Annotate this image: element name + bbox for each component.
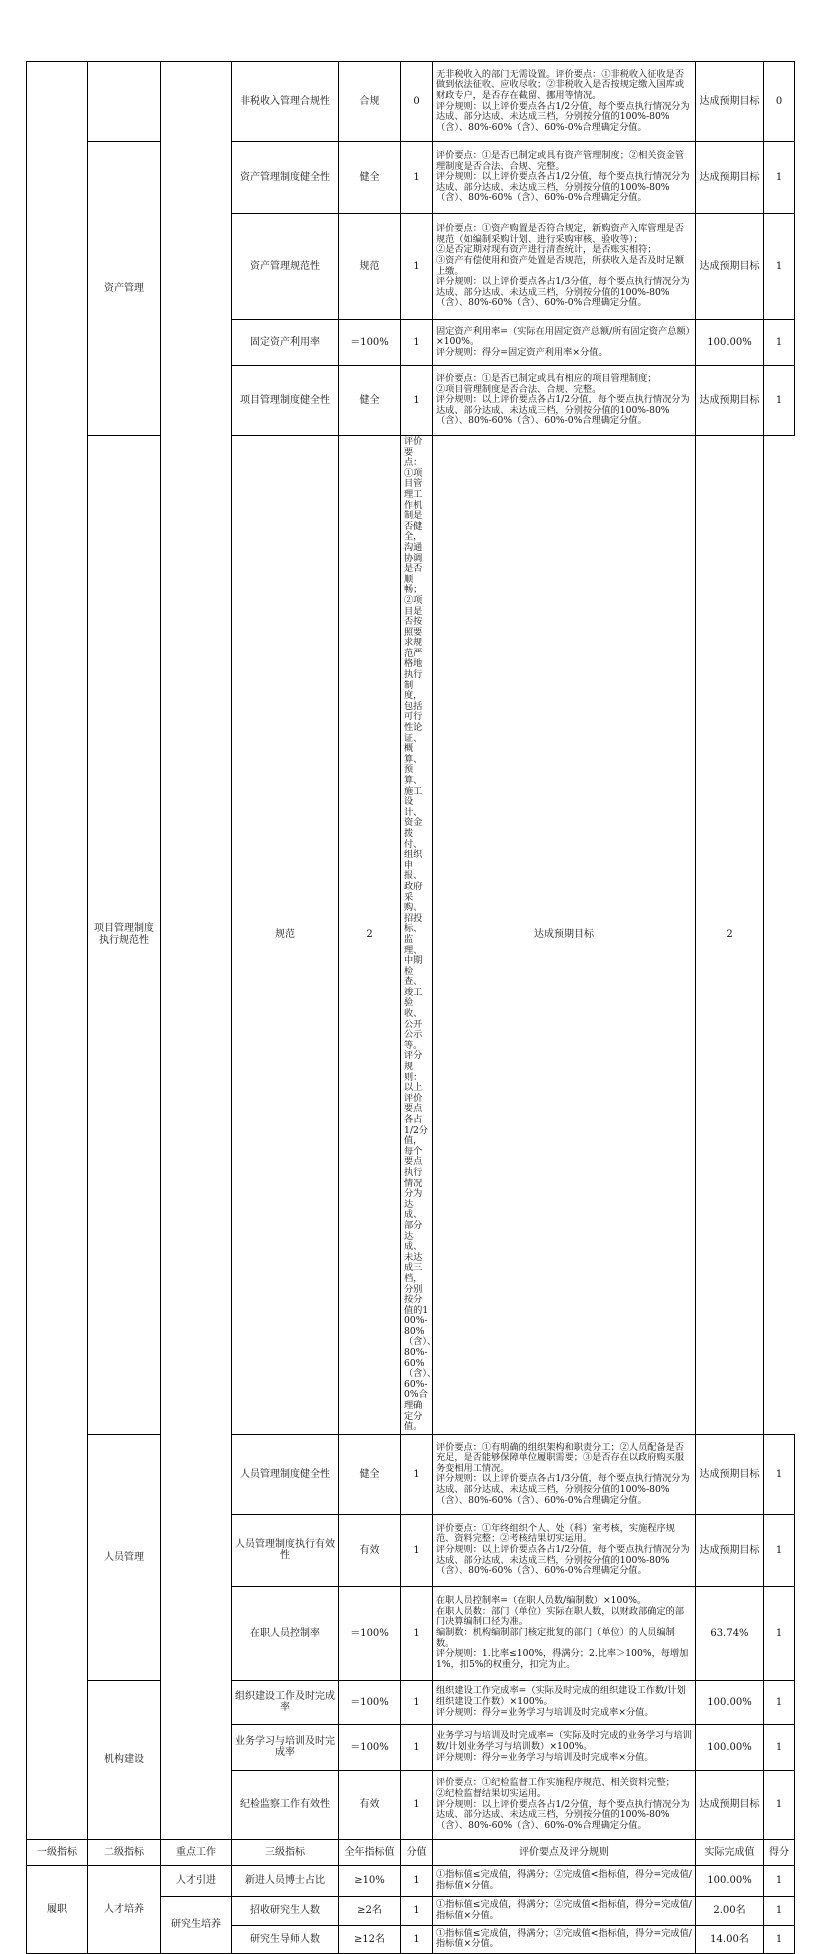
table-header-row	[27, 1839, 795, 1865]
got-score: 1	[764, 214, 795, 320]
level3-indicator: 研究生导师人数	[232, 1925, 339, 1953]
got-score: 1	[764, 1865, 795, 1896]
score-value: 0	[401, 62, 433, 142]
level3-indicator: 项目管理制度执行规范性	[88, 436, 161, 1435]
score-value: 1	[401, 320, 433, 366]
evaluation-rule: 评价要点：①纪检监督工作实施程序规范、相关资料完整； ②纪检监督结果切实运用。 评分规则：以上评价要点各占1/2分值，每个要点执行情况分为达成、部分达成、未达成三档，分别按分值的100%-80%（含）、80%-60%（含）、60%-0%合理确定分值。	[433, 1770, 696, 1839]
target-value: ＝100%	[339, 1586, 401, 1680]
target-value: ＝100%	[339, 320, 401, 366]
target-value: 有效	[339, 1770, 401, 1839]
target-value: 规范	[232, 436, 339, 1435]
score-value: 1	[401, 366, 433, 436]
evaluation-table-page	[26, 61, 794, 1954]
header-got: 得分	[764, 1839, 795, 1865]
target-value: ≥12名	[339, 1925, 401, 1953]
score-value: 1	[401, 1680, 433, 1724]
actual-value: 达成预期目标	[696, 142, 764, 214]
target-value: 合规	[339, 62, 401, 142]
level2-indicator: 资产管理	[88, 142, 161, 436]
level3-indicator: 招收研究生人数	[232, 1896, 339, 1925]
got-score: 1	[764, 1770, 795, 1839]
level3-indicator: 项目管理制度健全性	[232, 366, 339, 436]
evaluation-rule: 评价要点：①有明确的组织架构和职责分工；②人员配备是否充足，是否能够保障单位履职需要；③是否存在以政府购买服务变相用工情况。 评分规则：以上评价要点各占1/3分值，每个要点执行情况分为达成、部分达成、未达成三档，分别按分值的100%-80%（含）、80%-60%（含）、60%-0%合理确定分值。	[433, 1434, 696, 1514]
evaluation-rule: ①指标值≤完成值，得满分；②完成值<指标值，得分=完成值/指标值×分值。	[433, 1925, 696, 1953]
evaluation-rule: ①指标值≤完成值，得满分；②完成值<指标值，得分=完成值/指标值×分值。	[433, 1896, 696, 1925]
got-score: 1	[764, 142, 795, 214]
target-value: ＝100%	[339, 1724, 401, 1770]
header-focus: 重点工作	[161, 1839, 232, 1865]
evaluation-rule: 组织建设工作完成率=（实际及时完成的组织建设工作数/计划组织建设工作数）×100%。 评分规则：得分=业务学习与培训及时完成率×分值。	[433, 1680, 696, 1724]
level3-indicator: 资产管理制度健全性	[232, 142, 339, 214]
level1-cell-blank	[27, 62, 88, 1840]
focus-work: 人才引进	[161, 1865, 232, 1896]
score-value: 1	[401, 1724, 433, 1770]
table-row	[27, 1680, 795, 1724]
focus-cell-blank	[161, 62, 232, 1840]
target-value: 规范	[339, 214, 401, 320]
score-value: 2	[339, 436, 401, 1435]
table-row	[27, 1434, 795, 1514]
got-score: 1	[764, 1514, 795, 1586]
score-value: 1	[401, 1770, 433, 1839]
actual-value: 100.00%	[696, 1724, 764, 1770]
table-row	[27, 142, 795, 214]
header-level2: 二级指标	[88, 1839, 161, 1865]
score-value: 1	[401, 1865, 433, 1896]
score-value: 1	[401, 1434, 433, 1514]
score-value: 1	[401, 1925, 433, 1953]
header-actual: 实际完成值	[696, 1839, 764, 1865]
evaluation-rule: ①指标值≤完成值，得满分；②完成值<指标值，得分=完成值/指标值×分值。	[433, 1865, 696, 1896]
target-value: ＝100%	[339, 1680, 401, 1724]
level3-indicator: 新进人员博士占比	[232, 1865, 339, 1896]
level3-indicator: 资产管理规范性	[232, 214, 339, 320]
level2-indicator: 人员管理	[88, 1434, 161, 1680]
actual-value: 达成预期目标	[696, 1770, 764, 1839]
level3-indicator: 在职人员控制率	[232, 1586, 339, 1680]
level3-indicator: 组织建设工作及时完成率	[232, 1680, 339, 1724]
target-value: 健全	[339, 1434, 401, 1514]
evaluation-rule: 固定资产利用率=（实际在用固定资产总额/所有固定资产总额）×100%。 评分规则：得分=固定资产利用率×分值。	[433, 320, 696, 366]
actual-value: 达成预期目标	[696, 1514, 764, 1586]
performance-indicator-table	[26, 61, 795, 1954]
got-score: 1	[764, 366, 795, 436]
target-value: 健全	[339, 142, 401, 214]
score-value: 1	[401, 1586, 433, 1680]
evaluation-rule: 业务学习与培训及时完成率=（实际及时完成的业务学习与培训数/计划业务学习与培训数）×100%。 评分规则：得分=业务学习与培训及时完成率×分值。	[433, 1724, 696, 1770]
level3-indicator: 固定资产利用率	[232, 320, 339, 366]
actual-value: 100.00%	[696, 1680, 764, 1724]
evaluation-rule: 在职人员控制率=（在职人员数/编制数）×100%。 在职人员数：部门（单位）实际在职人数，以财政部确定的部门决算编制口径为准。 编制数：机构编制部门核定批复的部门（单位）的人员编制数。 评分规则：1.比率≤100%，得满分；2.比率＞100%，每增加1%，扣5%的权重分，扣完为止。	[433, 1586, 696, 1680]
evaluation-rule: 评价要点：①年终组织个人、处（科）室考核，实施程序规范、资料完整；②考核结果切实运用。 评分规则：以上评价要点各占1/2分值，每个要点执行情况分为达成、部分达成、未达成三档，分别按分值的100%-80%（含）、80%-60%（含）、60%-0%合理确定分值。	[433, 1514, 696, 1586]
actual-value: 达成预期目标	[433, 436, 696, 1435]
got-score: 1	[764, 1724, 795, 1770]
level2-cell-blank	[88, 62, 161, 142]
actual-value: 达成预期目标	[696, 366, 764, 436]
actual-value: 达成预期目标	[696, 62, 764, 142]
score-value: 1	[401, 1896, 433, 1925]
level2-indicator: 机构建设	[88, 1680, 161, 1839]
level1-indicator: 履职	[27, 1865, 88, 1953]
got-score: 1	[764, 1586, 795, 1680]
score-value: 1	[401, 214, 433, 320]
table-row	[27, 436, 795, 1435]
header-score: 分值	[401, 1839, 433, 1865]
header-rules: 评价要点及评分规则	[433, 1839, 696, 1865]
evaluation-rule: 评价要点：①是否已制定或具有相应的项目管理制度； ②项目管理制度是否合法、合规、完整。 评分规则：以上评价要点各占1/2分值，每个要点执行情况分为达成、部分达成、未达成三档，分别按分值的100%-80%（含）、80%-60%（含）、60%-0%合理确定分值。	[433, 366, 696, 436]
got-score: 1	[764, 1925, 795, 1953]
target-value: ≥10%	[339, 1865, 401, 1896]
got-score: 2	[696, 436, 764, 1435]
evaluation-rule: 评价要点：①项目管理工作机制是否健全，沟通协调是否顺畅；②项目是否按照要求规范严格地执行制度，包括可行性论证、概算、预算、施工设计、资金拨付、组织申报、政府采购、招投标、监理、中期检查、竣工验收、公开公示等。 评分规则：以上评价要点各占1/2分值，每个要点执行情况分为达成、部分达成、未达成三档，分别按分值的100%-80%（含）、80%-60%（含）、60%-0%合理确定分值。	[401, 436, 433, 1435]
got-score: 1	[764, 1680, 795, 1724]
actual-value: 100.00%	[696, 320, 764, 366]
table-row	[27, 62, 795, 142]
actual-value: 达成预期目标	[696, 214, 764, 320]
level3-indicator: 人员管理制度执行有效性	[232, 1514, 339, 1586]
evaluation-rule: 评价要点：①资产购置是否符合规定，新购资产入库管理是否规范（如编制采购计划、进行采购审核、验收等）； ②是否定期对现有资产进行清查统计，是否账实相符； ③资产有偿使用和资产处置是否规范，所获收入是否及时足额上缴。 评分规则：以上评价要点各占1/3分值，每个要点执行情况分为达成、部分达成、未达成三档，分别按分值的100%-80%（含）、80%-60%（含）、60%-0%合理确定分值。	[433, 214, 696, 320]
level3-indicator: 人员管理制度健全性	[232, 1434, 339, 1514]
evaluation-rule: 无非税收入的部门无需设置。评价要点：①非税收入征收是否做到依法征收、应收尽收；②非税收入是否按规定缴入国库或财政专户，是否存在截留、挪用等情况。 评分规则：以上评价要点各占1/2分值，每个要点执行情况分为达成、部分达成、未达成三档，分别按分值的100%-80%（含）、80%-60%（含）、60%-0%合理确定分值。	[433, 62, 696, 142]
score-value: 1	[401, 142, 433, 214]
level3-indicator: 非税收入管理合规性	[232, 62, 339, 142]
table-row	[27, 1865, 795, 1896]
score-value: 1	[401, 1514, 433, 1586]
target-value: ≥2名	[339, 1896, 401, 1925]
target-value: 健全	[339, 366, 401, 436]
header-level3: 三级指标	[232, 1839, 339, 1865]
got-score: 1	[764, 320, 795, 366]
actual-value: 2.00名	[696, 1896, 764, 1925]
target-value: 有效	[339, 1514, 401, 1586]
got-score: 1	[764, 1434, 795, 1514]
actual-value: 达成预期目标	[696, 1434, 764, 1514]
actual-value: 14.00名	[696, 1925, 764, 1953]
level3-indicator: 纪检监察工作有效性	[232, 1770, 339, 1839]
level2-indicator: 人才培养	[88, 1865, 161, 1953]
evaluation-rule: 评价要点：①是否已制定或具有资产管理制度；②相关资金管理制度是否合法、合规、完整。 评分规则：以上评价要点各占1/2分值，每个要点执行情况分为达成、部分达成、未达成三档，分别按分值的100%-80%（含）、80%-60%（含）、60%-0%合理确定分值。	[433, 142, 696, 214]
actual-value: 63.74%	[696, 1586, 764, 1680]
actual-value: 100.00%	[696, 1865, 764, 1896]
got-score: 0	[764, 62, 795, 142]
header-target: 全年指标值	[339, 1839, 401, 1865]
header-level1: 一级指标	[27, 1839, 88, 1865]
focus-work: 研究生培养	[161, 1896, 232, 1953]
level3-indicator: 业务学习与培训及时完成率	[232, 1724, 339, 1770]
got-score: 1	[764, 1896, 795, 1925]
